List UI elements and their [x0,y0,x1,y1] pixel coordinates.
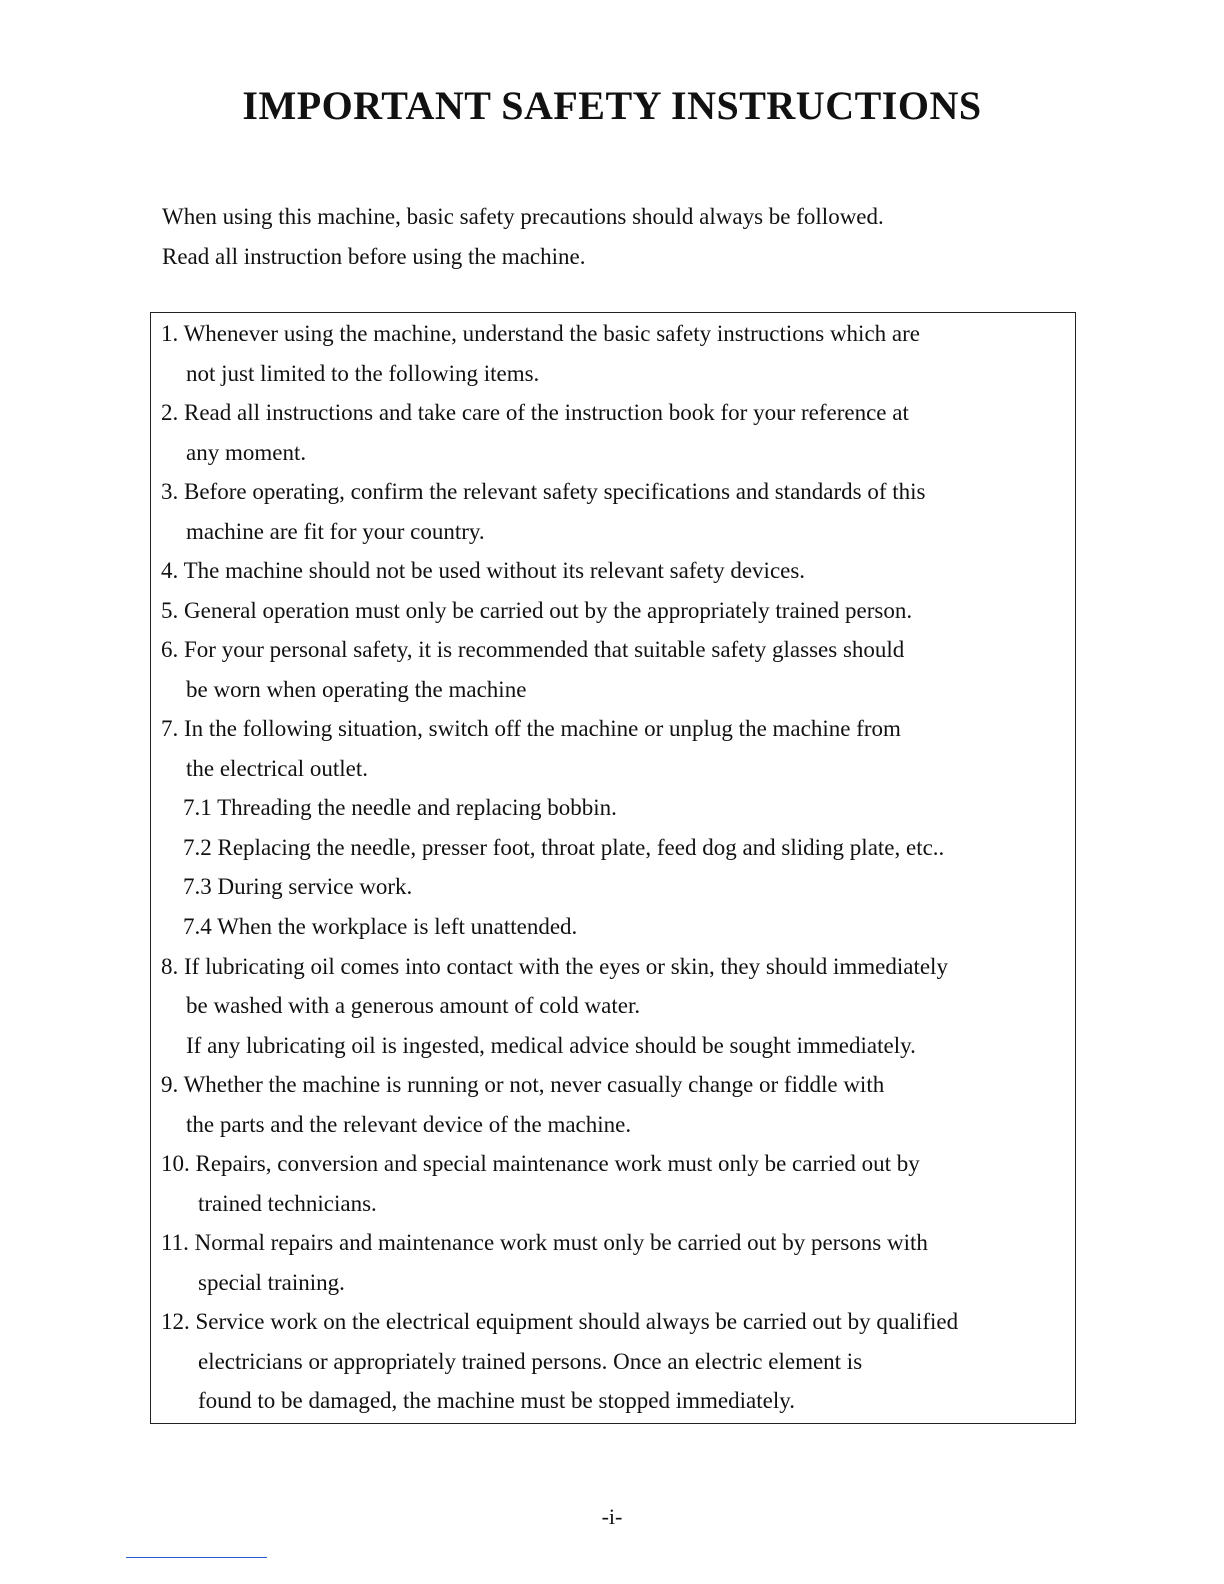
instruction-item-8-cont: be washed with a generous amount of cold water. [186,993,641,1018]
instruction-subitem-7-2: 7.2 Replacing the needle, presser foot, throat plate, feed dog and sliding plate, etc.. [183,835,945,860]
instruction-item-9: 9. Whether the machine is running or not, never casually change or fiddle with [161,1072,885,1097]
instruction-item-8-note: If any lubricating oil is ingested, medical advice should be sought immediately. [186,1033,916,1058]
instruction-item-10-cont: trained technicians. [198,1191,377,1216]
instruction-item-7-cont: the electrical outlet. [186,756,368,781]
page-number: -i- [601,1504,623,1529]
instruction-item-11: 11. Normal repairs and maintenance work must only be carried out by persons with [161,1230,928,1255]
instruction-item-12-cont: electricians or appropriately trained persons. Once an electric element is [198,1349,863,1374]
instruction-item-1-cont: not just limited to the following items. [186,361,540,386]
instruction-item-6: 6. For your personal safety, it is recommended that suitable safety glasses should [161,637,905,662]
intro-line: When using this machine, basic safety precautions should always be followed. [162,204,884,229]
instruction-item-1: 1. Whenever using the machine, understand the basic safety instructions which are [161,321,920,346]
instruction-item-8: 8. If lubricating oil comes into contact with the eyes or skin, they should immediately [161,954,948,979]
instruction-subitem-7-4: 7.4 When the workplace is left unattended. [183,914,578,939]
instruction-item-2: 2. Read all instructions and take care of the instruction book for your reference at [161,400,909,425]
instruction-item-2-cont: any moment. [186,440,307,465]
footer-rule [126,1557,267,1558]
instruction-item-12-cont: found to be damaged, the machine must be stopped immediately. [198,1388,795,1413]
instruction-item-6-cont: be worn when operating the machine [186,677,527,702]
instruction-item-5: 5. General operation must only be carried out by the appropriately trained person. [161,598,913,623]
instruction-item-3-cont: machine are fit for your country. [186,519,485,544]
instruction-subitem-7-1: 7.1 Threading the needle and replacing bobbin. [183,795,617,820]
instruction-item-12: 12. Service work on the electrical equipment should always be carried out by qualified [161,1309,959,1334]
instruction-item-11-cont: special training. [198,1270,345,1295]
instruction-item-10: 10. Repairs, conversion and special maintenance work must only be carried out by [161,1151,920,1176]
intro-text [162,197,884,277]
page-title: IMPORTANT SAFETY INSTRUCTIONS [242,83,982,128]
instruction-item-9-cont: the parts and the relevant device of the machine. [186,1112,632,1137]
instruction-item-4: 4. The machine should not be used without its relevant safety devices. [161,558,806,583]
instruction-item-3: 3. Before operating, confirm the relevant safety specifications and standards of this [161,479,926,504]
instruction-subitem-7-3: 7.3 During service work. [183,874,413,899]
intro-line: Read all instruction before using the machine. [162,244,586,269]
instruction-item-7: 7. In the following situation, switch off the machine or unplug the machine from [161,716,901,741]
